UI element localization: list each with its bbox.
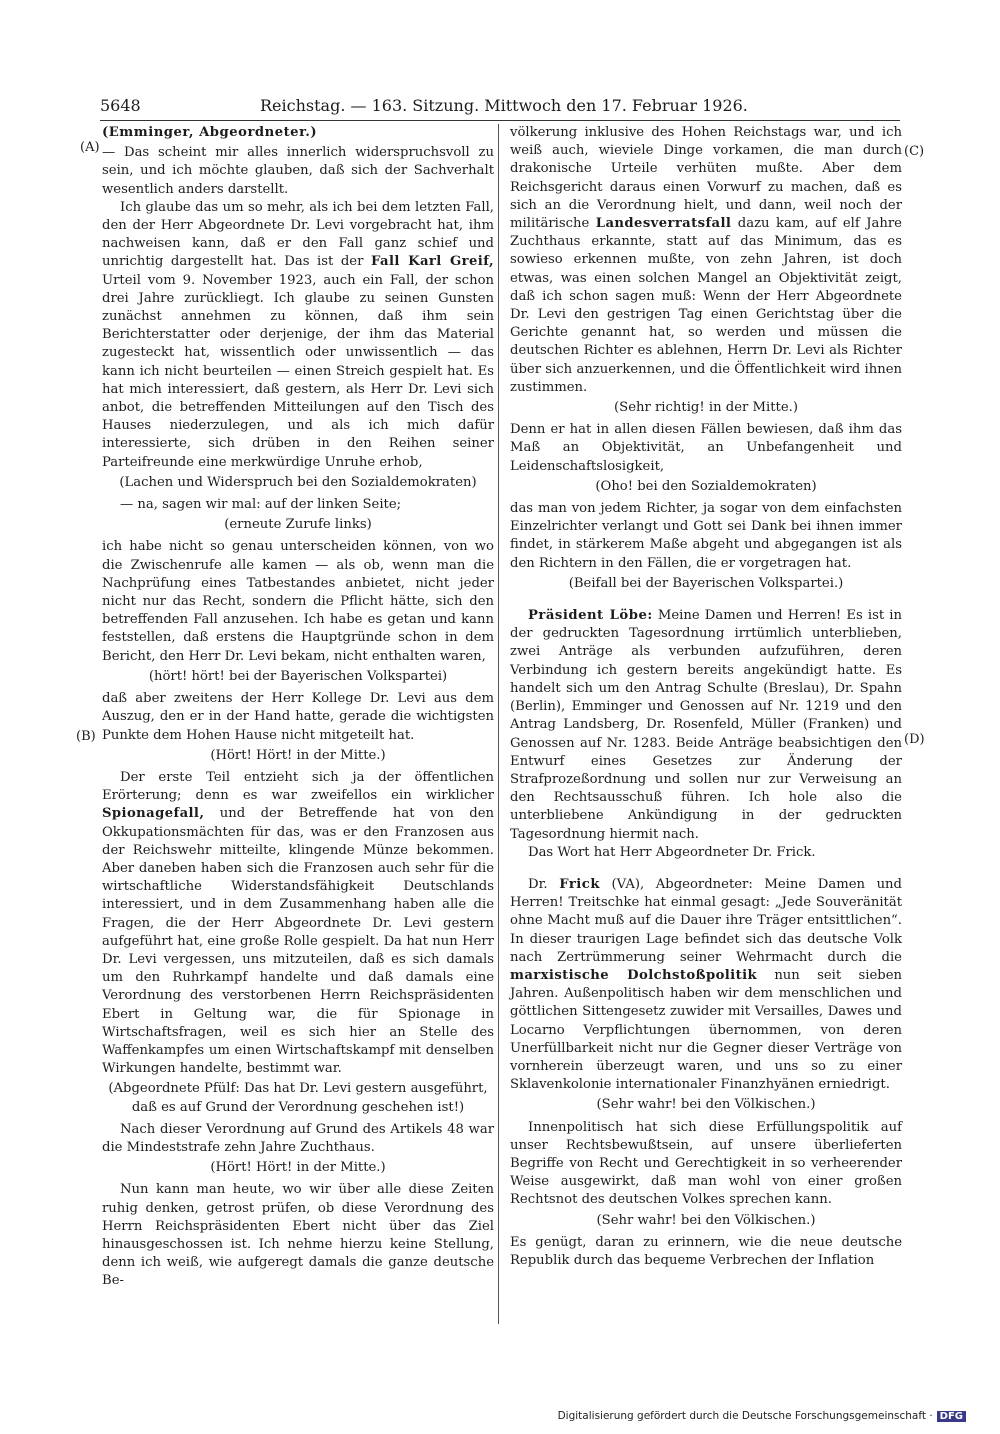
interjection: (Sehr richtig! in der Mitte.) <box>614 400 798 416</box>
paragraph: — Das scheint mir alles innerlich widerspruchsvoll zu sein, und ich möchte glauben, daß sich der Sachverhalt wesentlich anders darstellt. <box>102 145 494 197</box>
speaker-name: Präsident Löbe: <box>528 608 653 624</box>
interjection: (erneute Zurufe links) <box>224 517 372 533</box>
interjection: (Hört! Hört! in der Mitte.) <box>210 1160 386 1176</box>
paragraph: Nun kann man heute, wo wir über alle diese Zeiten ruhig denken, getrost prüfen, ob diese Verordnung des Herrn Reichspräsidenten Ebert nicht über das Ziel hinausgeschossen ist. Ich nehme hierzu keine Stellung, denn ich weiß, wie aufgeregt damals die ganze deutsche Be- <box>102 1182 494 1289</box>
page-header <box>100 94 900 121</box>
paragraph: — na, sagen wir mal: auf der linken Seite; <box>120 497 402 513</box>
interjection: (Abgeordnete Pfülf: Das hat Dr. Levi gestern ausgeführt, daß es auf Grund der Verordnung geschehen ist!) <box>108 1081 488 1115</box>
footer-text: Digitalisierung gefördert durch die Deutsche Forschungsgemeinschaft · <box>557 1410 933 1422</box>
interjection: (Oho! bei den Sozialdemokraten) <box>595 478 817 494</box>
margin-marker-a: (A) <box>80 140 100 155</box>
page-number: 5648 <box>100 96 141 115</box>
paragraph: Das Wort hat Herr Abgeordneter Dr. Frick. <box>528 844 816 860</box>
paragraph: Es genügt, daran zu erinnern, wie die neue deutsche Republik durch das bequeme Verbrechen der Inflation <box>510 1234 902 1268</box>
paragraph: das man von jedem Richter, ja sogar von dem einfachsten Einzelrichter verlangt und Gott sei Dank bei ihnen immer findet, in stärkerem Maße abgeht und abgegangen ist als den Richtern in den Fällen, die er vorgetragen hat. <box>510 501 902 571</box>
column-divider <box>498 124 499 1324</box>
paragraph: Ich glaube das um so mehr, als ich bei dem letzten Fall, den der Herr Abgeordnete Dr. Levi vorgebracht hat, ihm nachweisen kann, daß er den Fall ganz schief und unrichtig dargestellt hat. Das ist der Fall Karl Greif, Urteil vom 9. November 1923, auch ein Fall, der schon drei Jahre zurückliegt. Ich glaube zu seinen Gunsten zunächst annehmen zu können, daß ihm sein Berichterstatter oder derjenige, der ihm das Material zugesteckt hat, wissentlich oder unwissentlich — das kann ich nicht beurteilen — einen Streich gespielt hat. Es hat mich interessiert, daß gestern, als Herr Dr. Levi sich anbot, die betreffenden Mitteilungen auf den Tisch des Hauses niederzulegen, und als ich mich dafür interessierte, sich drüben in den Reihen seiner Parteifreunde eine merkwürdige Unruhe erhob, <box>102 199 494 470</box>
funding-footer <box>558 1410 966 1422</box>
interjection: (Beifall bei der Bayerischen Volkspartei.) <box>568 575 844 591</box>
margin-marker-d: (D) <box>904 732 925 747</box>
interjection: (hört! hört! bei der Bayerischen Volkspartei) <box>148 668 448 684</box>
paragraph: ich habe nicht so genau unterscheiden können, von wo die Zwischenrufe alle kamen — als ob, wenn man die Nachprüfung eines Tatbestandes anbietet, nicht jeder nicht nur das Recht, sondern die Pflicht hätte, sich den betreffenden Fall anzusehen. Ich habe es getan und kann feststellen, daß erstens die Hauptgründe schon in dem Bericht, den Herr Dr. Levi bekam, nicht enthalten waren, <box>102 539 494 664</box>
right-column <box>510 124 902 1270</box>
paragraph: Der erste Teil entzieht sich ja der öffentlichen Erörterung; denn es war zweifellos ein wirklicher Spionagefall, und der Betreffende hat von den Okkupationsmächten für das, was er den Franzosen aus der Reichswehr mitteilte, klingende Münze bekommen. Aber daneben haben sich die Franzosen auch sehr für die wirtschaftliche Widerstandsfähigkeit Deutschlands interessiert, und in dem Zusammenhang haben alle die Fragen, die der Herr Abgeordnete Dr. Levi gestern aufgeführt hat, eine große Rolle gespielt. Da hat nun Herr Dr. Levi vergessen, uns mitzuteilen, daß es sich damals um den Ruhrkampf handelte und daß damals eine Verordnung des verstorbenen Herrn Reichspräsidenten Ebert in Geltung war, die für Spionage in Wirtschaftsfragen, weil es sich hier an Stelle des Waffenkampfes um einen Wirtschaftskampf mit denselben Wirkungen handelte, bestimmt war. <box>102 769 494 1077</box>
paragraph: völkerung inklusive des Hohen Reichstags war, und ich weiß auch, wieviele Dinge vorkamen, die man durch drakonische Urteile verhüten mußte. Aber dem Reichsgericht daraus einen Vorwurf zu machen, daß es sich an die Verordnung hielt, und dann, weil noch der militärische Landesverratsfall dazu kam, auf elf Jahre Zuchthaus erkannte, statt auf das Minimum, das es sowieso erkennen mußte, von zehn Jahren, ist doch etwas, was einen solchen Mangel an Objektivität zeigt, daß ich schon sagen muß: Wenn der Herr Abgeordnete Dr. Levi den gestrigen Tag einen Gerichtstag über die Gerichte genannt hat, so werden und müssen die deutschen Richter es ablehnen, Herrn Dr. Levi als Richter über sich anzuerkennen, und die Öffentlichkeit wird ihnen zustimmen. <box>510 125 902 395</box>
speaker-line: (Emminger, Abgeordneter.) <box>102 125 318 140</box>
speech-praesident-loebe: Präsident Löbe: Meine Damen und Herren! Es ist in der gedruckten Tagesordnung irrtümlich unterblieben, zwei Anträge als verbunden aufzuführen, deren Verbindung ich gestern bereits angekündigt hatte. Es handelt sich um den Antrag Schulte (Breslau), Dr. Spahn (Berlin), Emminger und Genossen auf Nr. 1219 und den Antrag Landsberg, Dr. Rosenfeld, Müller (Franken) und Genossen auf Nr. 1283. Beide Anträge beabsichtigen den Entwurf eines Gesetzes zur Änderung der Strafprozeßordnung und sollen nur zur Verweisung an den Rechtsausschuß führen. Ich hole also die unterbliebene Ankündigung in der gedruckten Tagesordnung hiermit nach. <box>510 608 902 842</box>
interjection: (Lachen und Widerspruch bei den Sozialdemokraten) <box>119 474 477 490</box>
interjection: (Hört! Hört! in der Mitte.) <box>210 747 386 763</box>
interjection: (Sehr wahr! bei den Völkischen.) <box>596 1097 816 1113</box>
paragraph: Nach dieser Verordnung auf Grund des Artikels 48 war die Mindeststrafe zehn Jahre Zuchthaus. <box>102 1121 494 1155</box>
margin-marker-b: (B) <box>76 729 96 744</box>
interjection: (Sehr wahr! bei den Völkischen.) <box>596 1212 816 1228</box>
left-column <box>102 124 494 1291</box>
speaker-name: Frick <box>559 876 600 892</box>
margin-marker-c: (C) <box>904 144 925 159</box>
speech-dr-frick: Dr. Frick (VA), Abgeordneter: Meine Damen und Herren! Treitschke hat einmal gesagt: „Jede Souveränität ohne Macht muß auf die Dauer ihre Träger entsittlichen“. In dieser traurigen Lage befindet sich das deutsche Volk nach Zertrümmerung seiner Wehrmacht durch die marxistische Dolchstoßpolitik nun seit sieben Jahren. Außenpolitisch haben wir dem menschlichen und göttlichen Sittengesetz zuwider mit Versailles, Dawes und Locarno Verpflichtungen übernommen, von deren Unerfüllbarkeit nicht nur die Gegner dieser Verträge von vornherein überzeugt waren, und uns so zu einer Sklavenkolonie internationaler Finanzhyänen erniedrigt. <box>510 876 902 1093</box>
paragraph: Innenpolitisch hat sich diese Erfüllungspolitik auf unser Rechtsbewußtsein, auf unsere überlieferten Begriffe von Recht und Gerechtigkeit in so verheerender Weise ausgewirkt, daß man wohl von einer großen Rechtsnot des deutschen Volkes sprechen kann. <box>510 1119 902 1208</box>
dfg-logo: DFG <box>937 1411 966 1422</box>
paragraph: Denn er hat in allen diesen Fällen bewiesen, daß ihm das Maß an Objektivität, an Unbefangenheit und Leidenschaftslosigkeit, <box>510 422 902 474</box>
paragraph: daß aber zweitens der Herr Kollege Dr. Levi aus dem Auszug, den er in der Hand hatte, gerade die wichtigsten Punkte dem Hohen Hause nicht mitgeteilt hat. <box>102 691 494 743</box>
running-title: Reichstag. — 163. Sitzung. Mittwoch den 17. Februar 1926. <box>260 96 748 115</box>
